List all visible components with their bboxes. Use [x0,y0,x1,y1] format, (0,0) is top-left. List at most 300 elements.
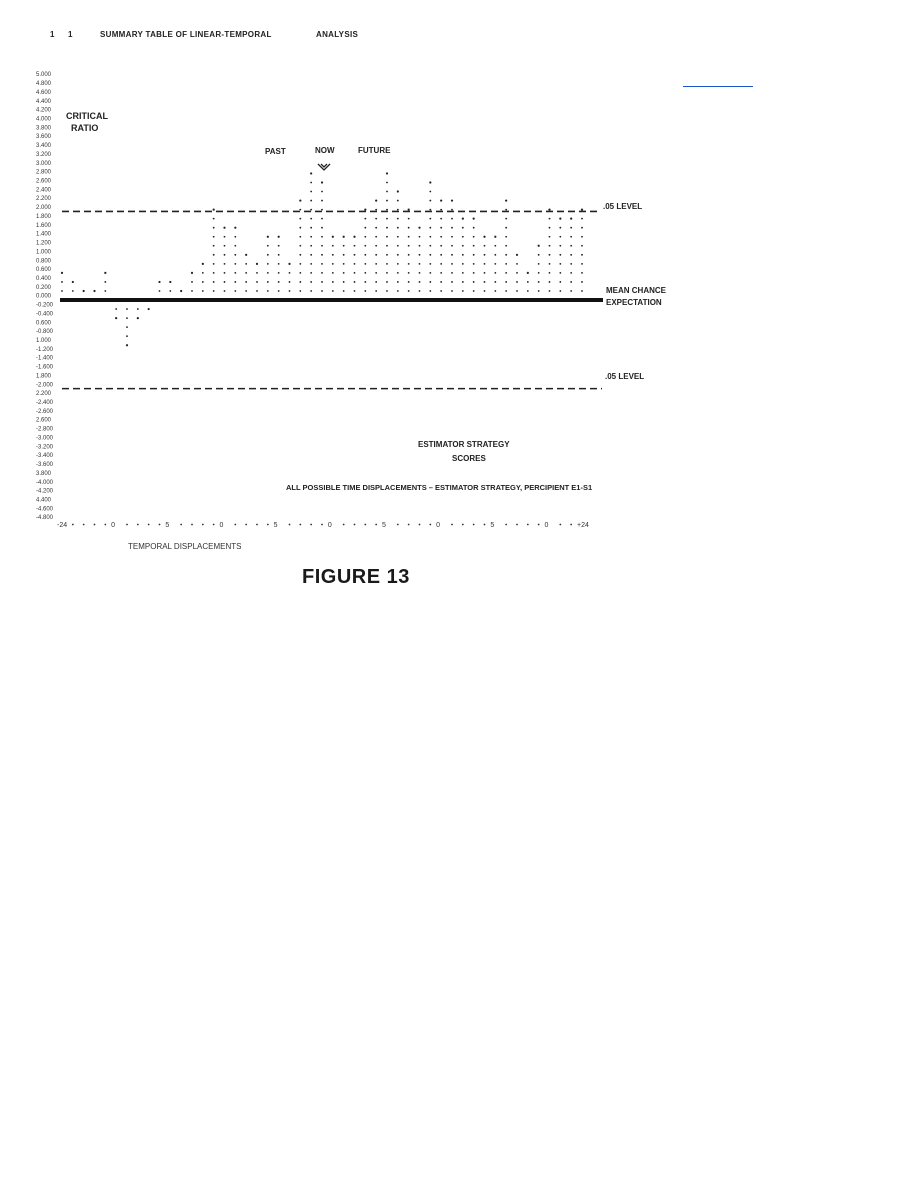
data-point [104,281,106,283]
data-point [343,254,345,256]
data-point [267,263,269,265]
data-point [505,272,507,274]
y-tick-label: 2.200 [36,391,52,398]
data-point [332,263,334,265]
data-point [126,308,128,310]
data-point [364,227,366,229]
data-point [408,272,410,274]
data-point [484,272,486,274]
x-tick-dot [473,524,475,526]
data-point [548,209,550,211]
data-point [440,263,442,265]
data-point [397,290,399,292]
data-point [440,290,442,292]
data-point [549,281,551,283]
data-point [570,245,572,247]
data-point [321,218,323,220]
data-point [386,227,388,229]
data-point [213,272,215,274]
x-tick-dot [289,524,291,526]
data-point [549,218,551,220]
figure-caption: FIGURE 13 [302,566,410,588]
data-point [267,290,269,292]
data-point [353,236,355,238]
annotation-now: NOW [315,146,335,155]
data-point [505,254,507,256]
x-tick-dot [354,524,356,526]
data-point [505,209,507,211]
y-tick-label: 2.600 [36,417,52,424]
x-tick-dot [245,524,247,526]
y-tick-label: 1.000 [36,249,52,256]
data-point [386,182,388,184]
data-point [245,263,247,265]
x-tick-dot [310,524,312,526]
data-point [408,281,410,283]
x-tick-dot [94,524,96,526]
data-point [321,281,323,283]
y-tick-label: 0.200 [36,284,52,291]
data-point [570,254,572,256]
data-point [527,272,529,274]
x-tick-label: 0 [219,522,224,529]
data-point [440,227,442,229]
data-point [343,245,345,247]
x-tick-dot [451,524,453,526]
x-tick-labels [57,522,589,529]
mean-label-line1: MEAN CHANCE [606,286,666,295]
y-tick-label: -1.200 [36,346,54,353]
data-point [299,199,301,201]
data-point [429,181,431,183]
data-point [321,263,323,265]
y-tick-label: 3.400 [36,143,52,150]
data-point [267,236,269,238]
data-point [321,236,323,238]
data-point [126,335,128,337]
data-point [223,227,225,229]
data-point [429,200,431,202]
data-point [321,245,323,247]
data-point [299,209,301,211]
x-tick-dot [505,524,507,526]
data-point [104,272,106,274]
data-point [126,344,128,346]
data-point [549,263,551,265]
y-axis-label-line2: RATIO [71,123,99,133]
data-point [429,254,431,256]
data-point [494,254,496,256]
data-point [321,272,323,274]
data-point [72,281,74,283]
data-point [559,245,561,247]
data-point [570,236,572,238]
data-point [549,272,551,274]
data-point [310,263,312,265]
data-point [505,281,507,283]
data-point [505,263,507,265]
y-tick-label: -0.200 [36,302,54,309]
data-point [375,272,377,274]
data-point [581,227,583,229]
data-point [126,326,128,328]
data-point [429,227,431,229]
y-tick-label: -1.600 [36,364,54,371]
x-tick-dot [527,524,529,526]
x-tick-dot [516,524,518,526]
data-point [278,254,280,256]
data-point [364,209,366,211]
data-point [462,263,464,265]
data-point [386,254,388,256]
y-tick-label: -4.200 [36,488,54,495]
data-point [310,191,312,193]
y-tick-label: 1.200 [36,240,52,247]
x-tick-label: 0 [327,522,332,529]
data-point [494,236,496,238]
data-point [364,218,366,220]
data-point [516,272,518,274]
data-point [310,236,312,238]
data-point [581,245,583,247]
data-point [202,290,204,292]
data-point [451,236,453,238]
annotation-future: FUTURE [358,146,391,155]
data-point [494,272,496,274]
data-point [397,245,399,247]
data-point [570,218,572,220]
y-tick-label: 4.000 [36,116,52,123]
x-tick-dot [256,524,258,526]
y-tick-label: -2.400 [36,400,54,407]
data-point [267,281,269,283]
data-point [321,191,323,193]
data-point [137,308,139,310]
data-point [310,209,312,211]
data-point [202,281,204,283]
data-point [570,272,572,274]
data-point [559,263,561,265]
data-point [386,236,388,238]
x-tick-dot [462,524,464,526]
y-tick-label: -4.600 [36,506,54,513]
data-point [570,281,572,283]
data-point [299,245,301,247]
data-point [202,272,204,274]
data-point [440,218,442,220]
x-tick-dot [72,524,74,526]
data-point [375,227,377,229]
x-tick-label: 5 [490,522,495,529]
x-tick-label: -24 [57,522,68,529]
y-tick-label: 3.800 [36,470,52,477]
x-tick-dot [83,524,85,526]
data-point [386,290,388,292]
data-point [213,263,215,265]
data-point [581,236,583,238]
data-point [516,290,518,292]
data-point [538,290,540,292]
data-point [419,290,421,292]
data-point [570,263,572,265]
data-point [397,209,399,211]
data-point [278,236,280,238]
x-tick-dot [202,524,204,526]
y-tick-label: 0.600 [36,267,52,274]
data-point [375,199,377,201]
data-point [245,272,247,274]
y-tick-label: 2.000 [36,205,52,212]
data-point [256,263,258,265]
data-point [321,227,323,229]
data-point [299,290,301,292]
data-point [256,272,258,274]
data-point [104,290,106,292]
data-point [224,245,226,247]
data-point [299,272,301,274]
data-point [408,209,410,211]
y-tick-label: 5.000 [36,72,52,79]
data-point [375,236,377,238]
data-point [440,272,442,274]
y-tick-label: 2.200 [36,196,52,203]
data-point [332,254,334,256]
data-point [310,245,312,247]
data-point [419,254,421,256]
data-point [386,218,388,220]
data-point [234,245,236,247]
x-tick-dot [267,524,269,526]
data-point [462,218,464,220]
upper-level-label: .05 LEVEL [603,202,643,211]
y-tick-label: 0.400 [36,275,52,282]
data-point [516,263,518,265]
data-point [310,218,312,220]
data-point [234,227,236,229]
page-number-a: 1 [50,30,55,39]
down-arrow-icon [318,164,330,170]
data-point [408,254,410,256]
data-point [473,290,475,292]
data-point [538,245,540,247]
data-point [451,218,453,220]
data-point [126,317,128,319]
data-point [473,263,475,265]
data-point [234,290,236,292]
data-point [386,272,388,274]
data-point [581,263,583,265]
y-tick-label: 1.600 [36,222,52,229]
data-point [310,182,312,184]
data-point [570,290,572,292]
data-point [440,254,442,256]
data-point [191,281,193,283]
x-tick-dot [126,524,128,526]
y-tick-label: -2.000 [36,382,54,389]
data-point [473,254,475,256]
data-point [332,245,334,247]
data-point [343,236,345,238]
data-point [354,254,356,256]
y-tick-label: -2.600 [36,408,54,415]
data-point [484,290,486,292]
data-point [224,290,226,292]
data-point [213,281,215,283]
y-tick-label: 4.400 [36,497,52,504]
data-point [429,245,431,247]
data-point [289,290,291,292]
data-point [484,254,486,256]
data-point [418,227,420,229]
data-point [278,245,280,247]
data-point [484,245,486,247]
data-point [375,290,377,292]
data-point [332,236,334,238]
data-point [505,227,507,229]
data-point [267,272,269,274]
data-point [343,290,345,292]
data-point [484,281,486,283]
data-point [397,263,399,265]
data-point [354,263,356,265]
data-point [213,254,215,256]
x-tick-label: 0 [544,522,549,529]
data-point [484,263,486,265]
x-tick-label: 5 [165,522,170,529]
data-point [505,290,507,292]
data-point [278,281,280,283]
data-point [364,245,366,247]
x-tick-dot [321,524,323,526]
data-point [321,254,323,256]
data-point [278,272,280,274]
data-point [419,272,421,274]
data-point [288,263,290,265]
x-tick-dot [559,524,561,526]
y-tick-label: -2.800 [36,426,54,433]
x-tick-dot [299,524,301,526]
data-point [321,181,323,183]
data-point [397,236,399,238]
data-point [321,200,323,202]
data-point [332,272,334,274]
data-point [267,245,269,247]
data-point [494,263,496,265]
data-point [191,272,193,274]
x-tick-dot [408,524,410,526]
data-point [386,263,388,265]
x-axis-label: TEMPORAL DISPLACEMENTS [128,542,242,551]
data-point [581,281,583,283]
x-tick-dot [364,524,366,526]
data-point [397,227,399,229]
x-tick-dot [234,524,236,526]
data-point [429,263,431,265]
data-point [440,245,442,247]
y-tick-label: 3.800 [36,125,52,132]
data-point [61,272,63,274]
data-point [213,290,215,292]
x-tick-dot [375,524,377,526]
data-point [310,281,312,283]
y-tick-label: 1.800 [36,373,52,380]
data-point [397,190,399,192]
x-tick-dot [104,524,106,526]
data-point [310,200,312,202]
y-tick-label: 0.600 [36,320,52,327]
data-point [299,263,301,265]
data-point [364,236,366,238]
data-point [408,245,410,247]
data-point [169,290,171,292]
data-point [462,254,464,256]
data-point [440,209,442,211]
data-point [516,254,518,256]
data-point [408,236,410,238]
data-point [234,281,236,283]
data-point [354,272,356,274]
data-point [354,281,356,283]
data-point [375,218,377,220]
data-point [494,290,496,292]
data-point [224,254,226,256]
data-point [408,263,410,265]
data-point [213,218,215,220]
data-point [375,245,377,247]
x-tick-dot [429,524,431,526]
mean-label-line2: EXPECTATION [606,298,662,307]
data-point [93,290,95,292]
series-note: ALL POSSIBLE TIME DISPLACEMENTS – ESTIMATOR STRATEGY, PERCIPIENT E1-S1 [286,483,593,492]
x-tick-dot [159,524,161,526]
data-point [234,263,236,265]
x-tick-label: 0 [436,522,441,529]
data-point [61,290,63,292]
data-point [473,227,475,229]
y-tick-label: 4.400 [36,98,52,105]
data-point [397,218,399,220]
data-point [310,172,312,174]
data-point [158,281,160,283]
data-point [321,290,323,292]
data-point [559,236,561,238]
data-point [354,290,356,292]
y-tick-label: 1.800 [36,213,52,220]
data-point [559,290,561,292]
data-point [549,254,551,256]
data-point [256,281,258,283]
data-point [473,218,475,220]
data-point [299,227,301,229]
data-point [386,245,388,247]
data-point [159,290,161,292]
data-point [310,227,312,229]
page-title-suffix: ANALYSIS [316,30,359,39]
data-point [505,236,507,238]
data-point [429,236,431,238]
data-point [364,254,366,256]
data-point [364,290,366,292]
x-tick-dot [419,524,421,526]
x-tick-dot [213,524,215,526]
data-point [451,290,453,292]
data-point [527,281,529,283]
y-tick-label: -3.200 [36,444,54,451]
y-tick-label: -3.600 [36,462,54,469]
data-point [494,245,496,247]
data-point [234,254,236,256]
data-point [462,227,464,229]
